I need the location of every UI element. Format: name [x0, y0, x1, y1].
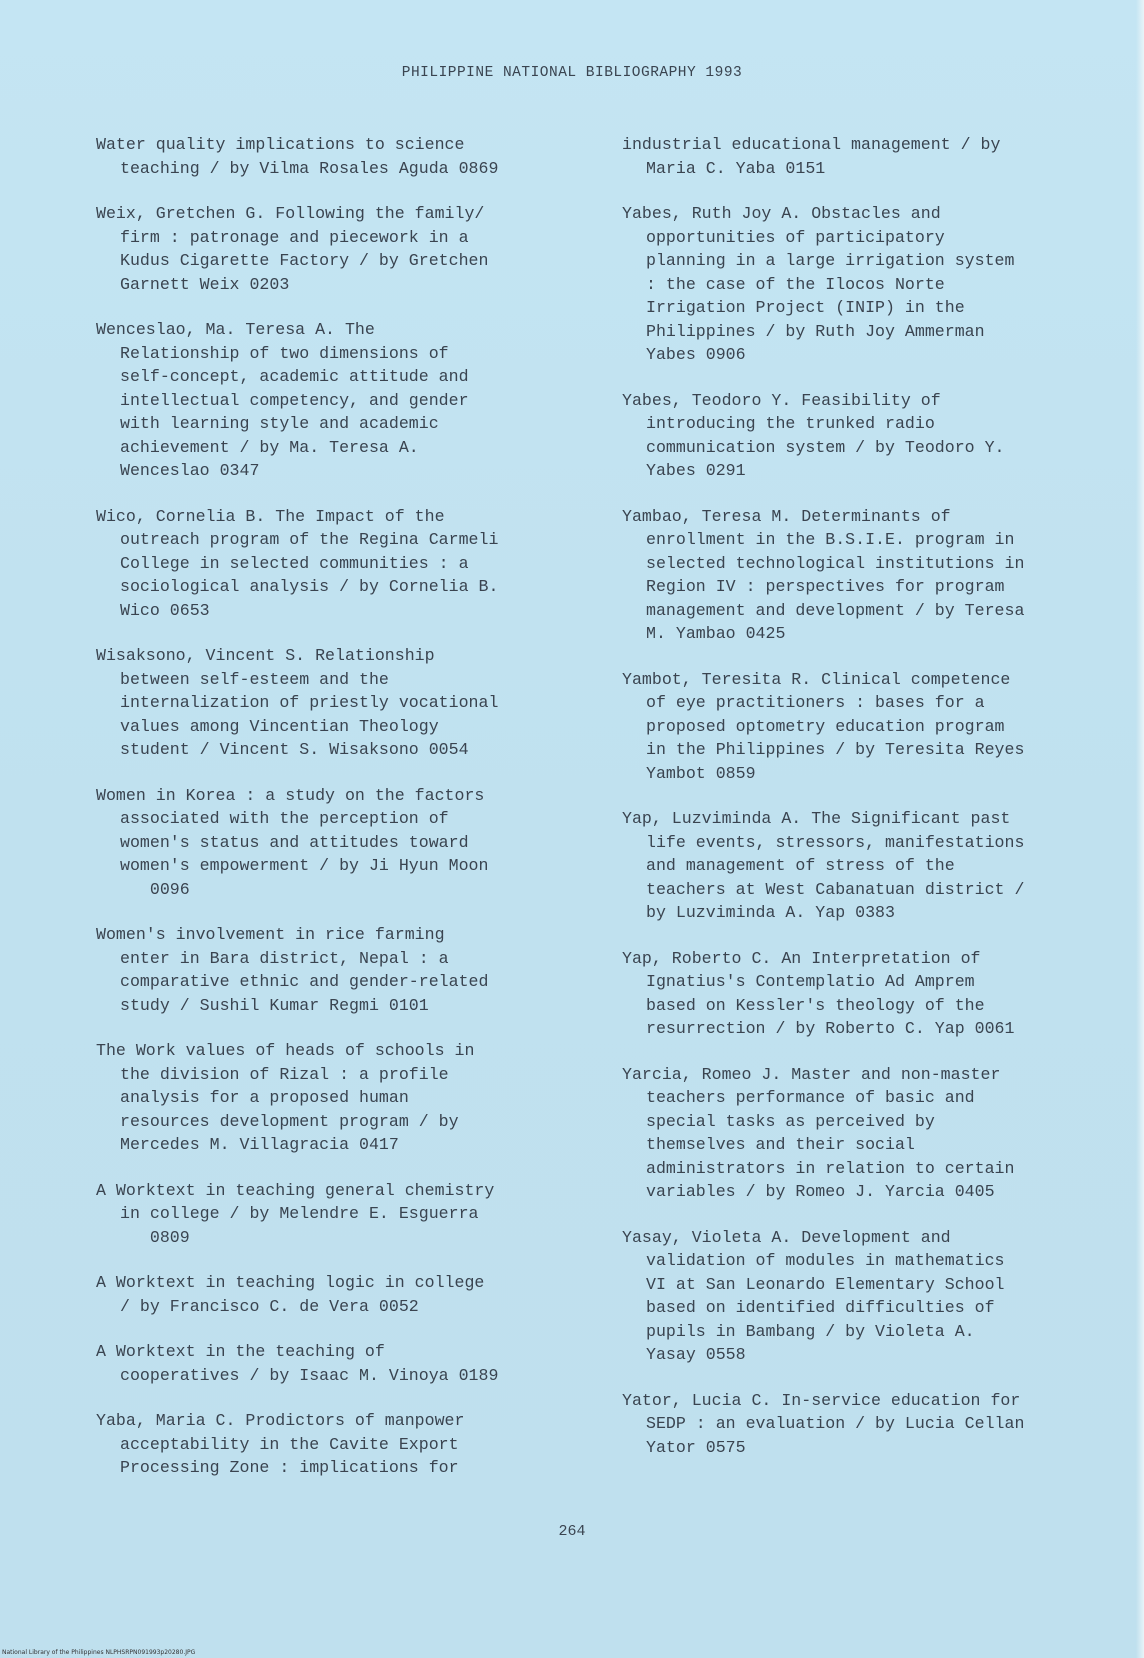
right-column [622, 133, 1108, 1481]
bib-entry: Wenceslao, Ma. Teresa A. The Relationship of two dimensions of self-concept, academic attitude and intellectual competency, and gender with learning style and academic achievement / by Ma. Teresa A. Wenceslao 0347 [96, 320, 469, 480]
bib-entry: Yasay, Violeta A. Development and validation of modules in mathematics VI at San Leonardo Elementary School based on identified difficulties of pupils in Bambang / by Violeta A. Yasay 0558 [622, 1227, 1005, 1364]
bib-entry: Yarcia, Romeo J. Master and non-master teachers performance of basic and special tasks as perceived by themselves and their social administrators in relation to certain variables / by Romeo J. Yarcia 0405 [622, 1064, 1015, 1201]
left-column [96, 133, 586, 1502]
bib-entry: Wisaksono, Vincent S. Relationship between self-esteem and the internalization of priestly vocational values among Vincentian Theology student / Vincent S. Wisaksono 0054 [96, 646, 499, 759]
bib-entry: A Worktext in the teaching of cooperatives / by Isaac M. Vinoya 0189 [96, 1342, 499, 1385]
bib-entry: A Worktext in teaching general chemistry in college / by Melendre E. Esguerra 0809 [96, 1180, 495, 1247]
bib-entry: Yaba, Maria C. Prodictors of manpower acceptability in the Cavite Export Processing Zone : implications for [96, 1411, 465, 1477]
page-edge [1136, 0, 1144, 1658]
scan-credit: National Library of the Philippines NLPHSRPN091993p20280.JPG [2, 1649, 196, 1656]
bib-entry: Weix, Gretchen G. Following the family/ firm : patronage and piecework in a Kudus Cigarette Factory / by Gretchen Garnett Weix 0203 [96, 204, 489, 294]
bib-entry: The Work values of heads of schools in the division of Rizal : a profile analysis for a proposed human resources development program / by Mercedes M. Villagracia 0417 [96, 1041, 475, 1154]
bib-entry: Yabes, Ruth Joy A. Obstacles and opportunities of participatory planning in a large irrigation system : the case of the Ilocos Norte Irrigation Project (INIP) in the Philippines / by Ruth Joy Ammerman Yabes 0906 [622, 204, 1015, 364]
bib-entry: Yambao, Teresa M. Determinants of enrollment in the B.S.I.E. program in selected technological institutions in Region IV : perspectives for program management and development / by Teresa M. Yambao 0425 [622, 506, 1025, 643]
bib-entry: industrial educational management / by Maria C. Yaba 0151 [622, 135, 1001, 178]
bib-entry: Wico, Cornelia B. The Impact of the outreach program of the Regina Carmeli College in selected communities : a sociological analysis / by Cornelia B. Wico 0653 [96, 506, 499, 620]
bib-entry: Women's involvement in rice farming enter in Bara district, Nepal : a comparative ethnic and gender-related study / Sushil Kumar Regmi 0101 [96, 925, 489, 1015]
bib-entry: Yator, Lucia C. In-service education for SEDP : an evaluation / by Lucia Cellan Yator 0575 [622, 1390, 1025, 1457]
page-header: PHILIPPINE NATIONAL BIBLIOGRAPHY 1993 [401, 65, 743, 81]
bib-entry: Yabes, Teodoro Y. Feasibility of introducing the trunked radio communication system / by Teodoro Y. Yabes 0291 [622, 390, 1005, 480]
bib-entry: Yap, Roberto C. An Interpretation of Ignatius's Contemplatio Ad Amprem based on Kessler's theology of the resurrection / by Roberto C. Yap 0061 [622, 948, 1015, 1038]
bib-entry: Yambot, Teresita R. Clinical competence of eye practitioners : bases for a proposed optometry education program in the Philippines / by Teresita Reyes Yambot 0859 [622, 669, 1025, 783]
bib-entry: A Worktext in teaching logic in college / by Francisco C. de Vera 0052 [96, 1273, 485, 1316]
page-number: 264 [558, 1523, 586, 1540]
bib-entry: Women in Korea : a study on the factors associated with the perception of women's status and attitudes toward women's empowerment / by Ji Hyun Moon 0096 [96, 785, 489, 899]
bib-entry: Water quality implications to science teaching / by Vilma Rosales Aguda 0869 [96, 135, 499, 178]
bib-entry: Yap, Luzviminda A. The Significant past life events, stressors, manifestations and management of stress of the teachers at West Cabanatuan district / by Luzviminda A. Yap 0383 [622, 809, 1025, 922]
